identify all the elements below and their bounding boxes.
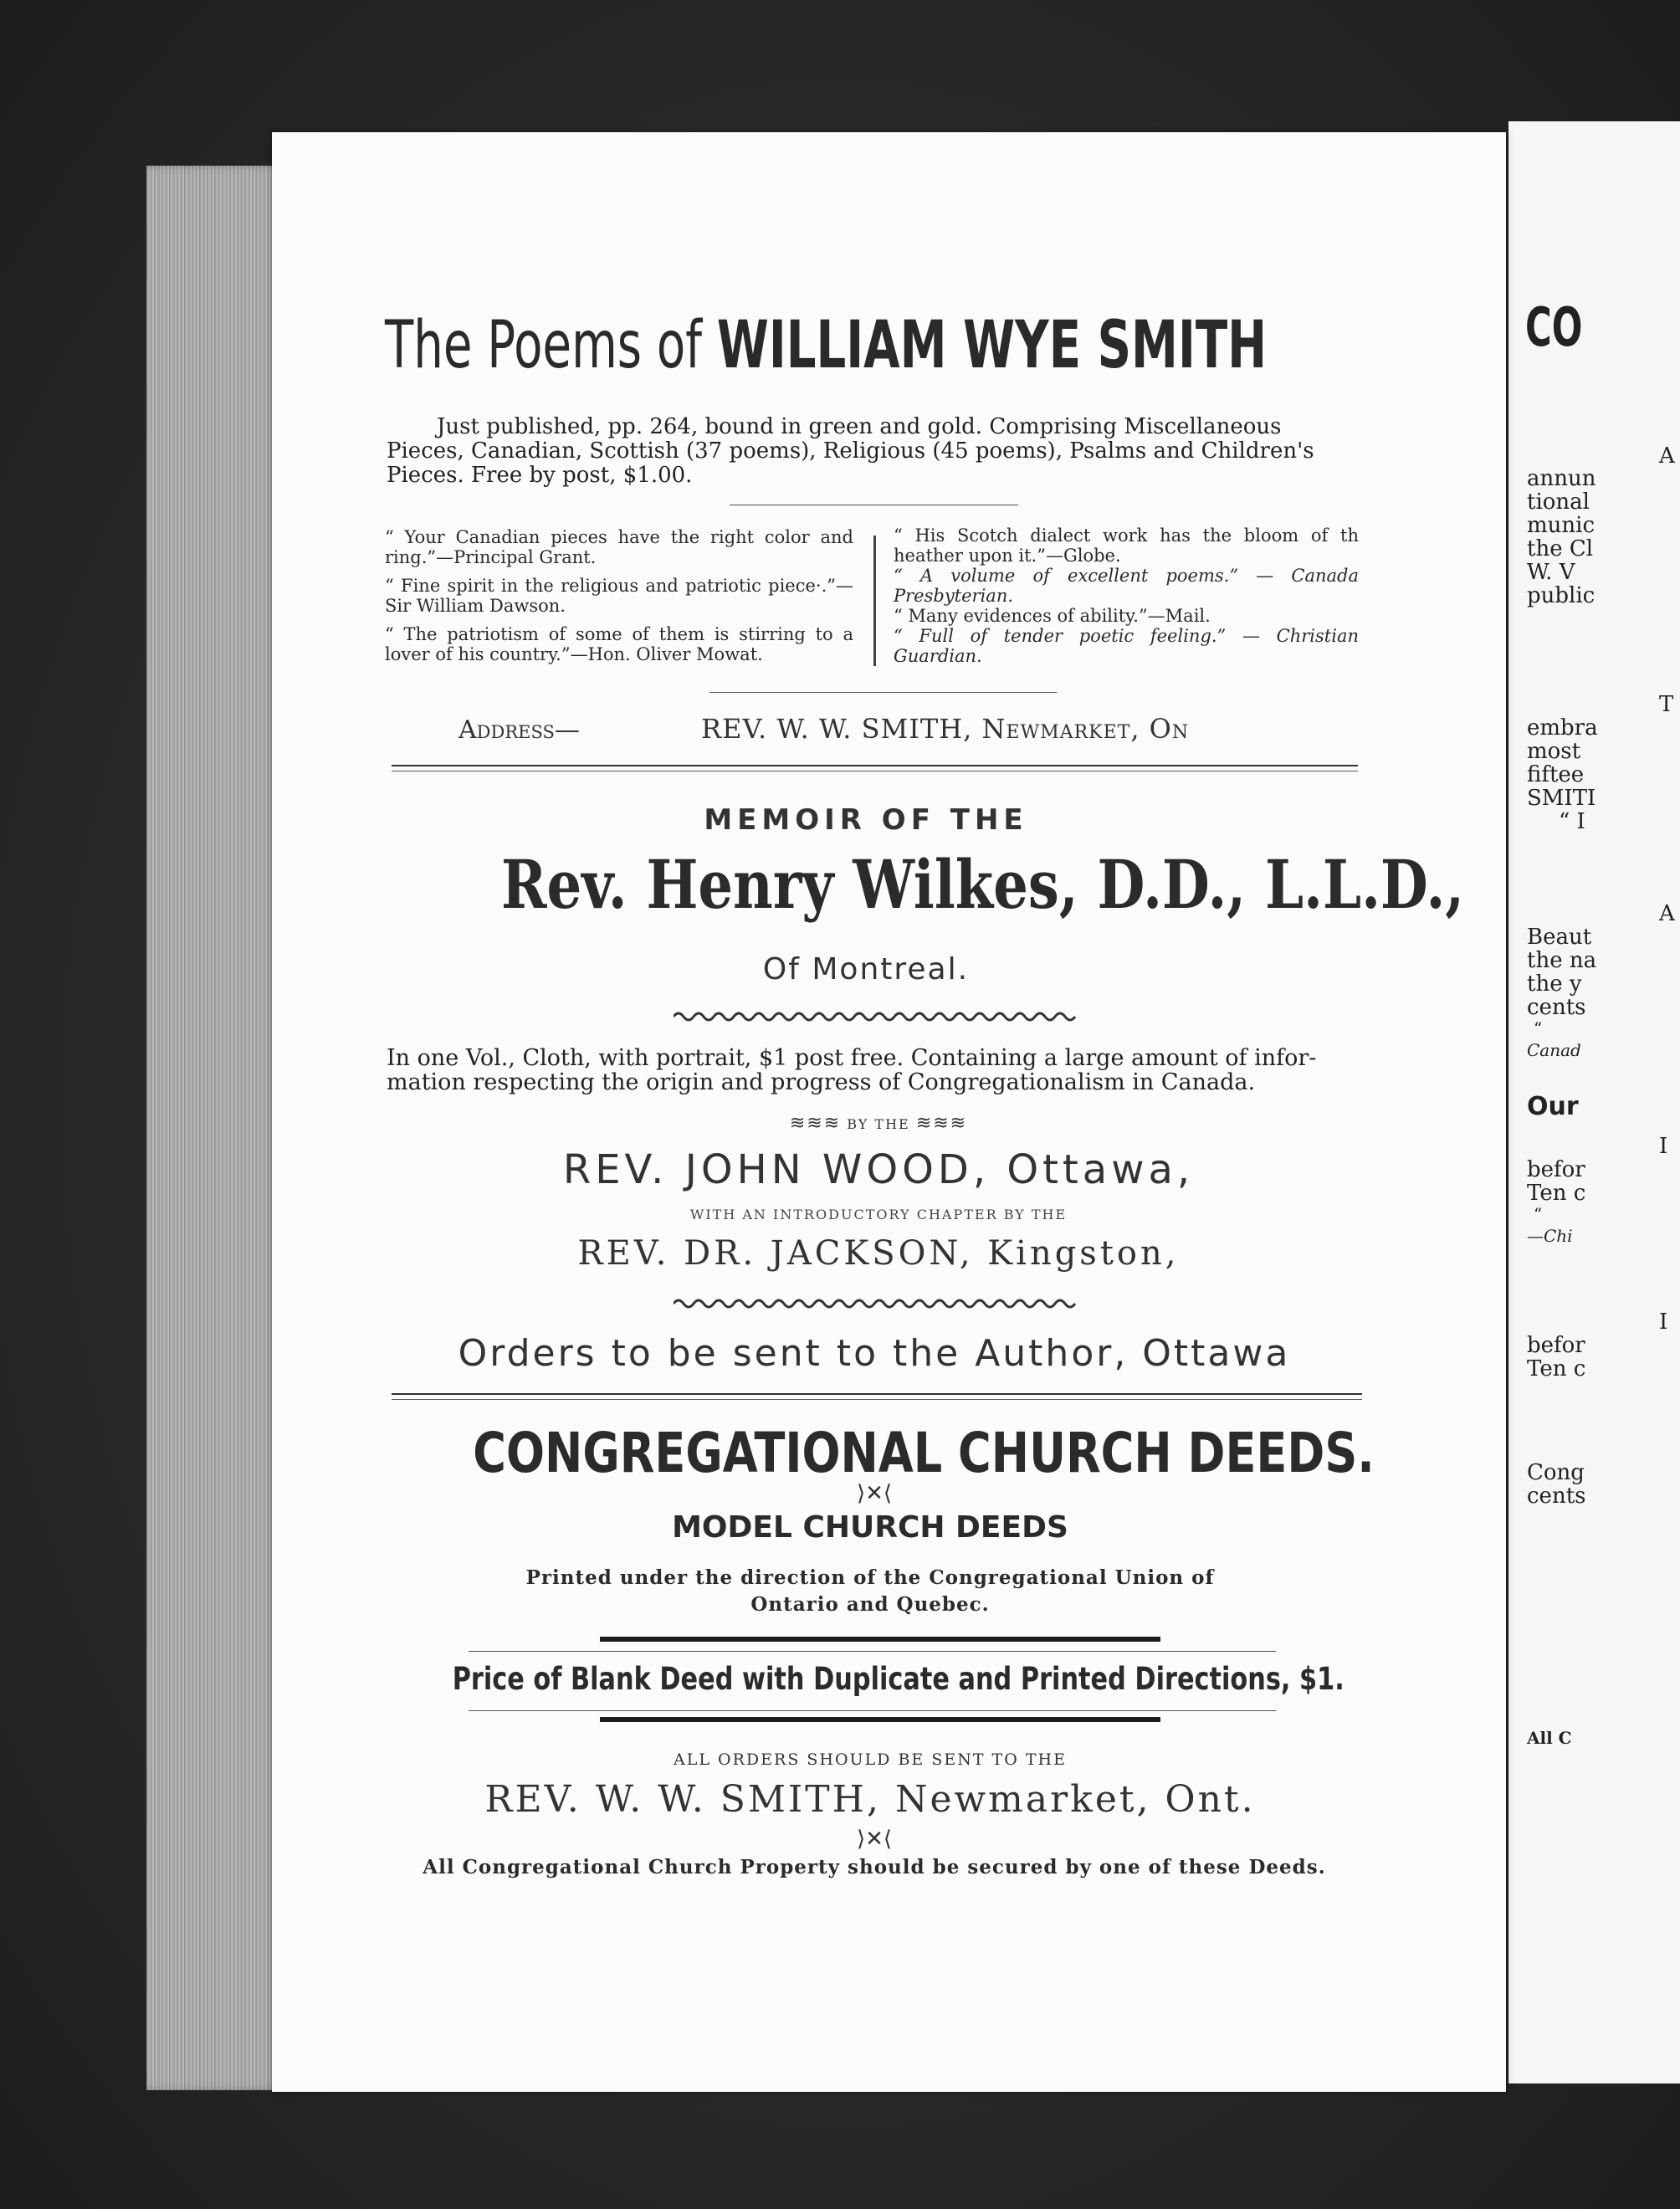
poems-description-line: Pieces. Free by post, $1.00.: [387, 463, 693, 488]
memoir-description: [387, 1046, 1357, 1094]
deeds-orders-to: REV. W. W. SMITH, Newmarket, Ont.: [484, 1778, 1256, 1821]
poems-description: [387, 415, 1355, 488]
deeds-footer: All Congregational Church Property should be secured by one of these Deeds.: [423, 1856, 1326, 1878]
quote: “ Fine spirit in the religious and patriotic piece·.”—Sir William Dawson.: [385, 576, 853, 616]
by-the-label: [753, 1113, 1004, 1134]
deeds-subheading: MODEL CHURCH DEEDS: [672, 1510, 1068, 1545]
divider: [469, 1651, 1276, 1652]
memoir-place: Of Montreal.: [762, 952, 970, 987]
wavy-ornament: [674, 1010, 1079, 1023]
intro-author: REV. DR. JACKSON, Kingston,: [577, 1234, 1180, 1273]
adjacent-line: most: [1527, 739, 1581, 764]
adjacent-line: A: [1659, 443, 1675, 469]
heavy-rule: [600, 1717, 1160, 1722]
adjacent-line: A: [1659, 901, 1675, 926]
memoir-description-line: mation respecting the origin and progress of Congregationalism in Canada.: [387, 1069, 1256, 1095]
adjacent-line: Ten c: [1527, 1181, 1586, 1206]
heavy-rule: [600, 1637, 1160, 1642]
address-label: [458, 715, 580, 745]
column-divider: [873, 536, 876, 666]
adjacent-line: public: [1527, 583, 1595, 608]
divider: [469, 1710, 1276, 1711]
adjacent-line: the y: [1527, 971, 1582, 997]
address-label-text: Address—: [458, 715, 580, 745]
adjacent-line: I: [1659, 1134, 1668, 1159]
adjacent-line: —Chi: [1527, 1226, 1573, 1246]
deeds-printed-note: [452, 1565, 1288, 1618]
adjacent-line: annun: [1527, 466, 1596, 491]
adjacent-line: embra: [1527, 715, 1598, 741]
book-page-edges: [146, 166, 289, 2090]
double-rule: [392, 1393, 1362, 1400]
deeds-price: Price of Blank Deed with Duplicate and Printed Directions, $1.: [452, 1661, 1345, 1697]
adjacent-line: T: [1659, 692, 1674, 717]
adjacent-line: Ten c: [1527, 1356, 1586, 1381]
adjacent-line: Beaut: [1527, 925, 1592, 950]
adjacent-line: cents: [1527, 995, 1586, 1020]
intro-note: WITH AN INTRODUCTORY CHAPTER BY THE: [689, 1207, 1068, 1222]
divider: [709, 692, 1057, 693]
adjacent-line: fiftee: [1527, 762, 1585, 787]
address-value: [701, 713, 1189, 745]
adjacent-line: tional: [1527, 489, 1590, 515]
quote: “ Your Canadian pieces have the right color and ring.”—Principal Grant.: [385, 527, 853, 567]
poems-quotes-right: [894, 525, 1359, 666]
adjacent-line: “: [1534, 1204, 1543, 1224]
quote: “ Full of tender poetic feeling.” — Christian Guardian.: [894, 626, 1359, 666]
memoir-orders: Orders to be sent to the Author, Ottawa: [458, 1332, 1291, 1375]
memoir-name: Rev. Henry Wilkes, D.D., L.L.D.,: [501, 845, 1465, 924]
adjacent-line: Our: [1527, 1092, 1579, 1121]
deeds-printed-line: Printed under the direction of the Congregational Union of: [525, 1566, 1215, 1589]
adjacent-page: [1506, 121, 1680, 2083]
adjacent-line: I: [1659, 1310, 1668, 1335]
adjacent-line: the Cl: [1527, 536, 1594, 561]
adjacent-line: the na: [1527, 948, 1597, 973]
ornament-right-icon: ≋≋≋: [915, 1113, 968, 1134]
poems-description-line: Pieces, Canadian, Scottish (37 poems), Religious (45 poems), Psalms and Children's: [387, 438, 1314, 464]
adjacent-line: W. V: [1527, 560, 1575, 585]
poems-title: [385, 308, 1268, 383]
adjacent-line: cents: [1527, 1484, 1586, 1509]
deeds-heading: CONGREGATIONAL CHURCH DEEDS.: [473, 1421, 1375, 1485]
deeds-printed-line: Ontario and Quebec.: [750, 1593, 990, 1616]
adjacent-line: SMITI: [1527, 786, 1596, 811]
memoir-description-line: In one Vol., Cloth, with portrait, $1 post free. Containing a large amount of infor-: [387, 1045, 1317, 1071]
adjacent-line: All C: [1527, 1728, 1572, 1748]
deeds-orders-note: ALL ORDERS SHOULD BE SENT TO THE: [674, 1750, 1067, 1769]
quote: “ Many evidences of ability.”—Mail.: [894, 606, 1211, 626]
double-rule: [392, 765, 1358, 771]
poems-title-prefix: The Poems of: [385, 308, 717, 383]
poems-title-name: WILLIAM WYE SMITH: [716, 308, 1268, 383]
adjacent-line: Cong: [1527, 1460, 1585, 1485]
wavy-ornament: [674, 1297, 1079, 1310]
ornament-left-icon: ≋≋≋: [789, 1113, 842, 1134]
fleuron-icon: ⟩✕⟨: [856, 1827, 893, 1852]
poems-description-line: Just published, pp. 264, bound in green and gold. Comprising Miscellaneous: [437, 414, 1282, 439]
quote: “ His Scotch dialect work has the bloom of th heather upon it.”—Globe.: [894, 525, 1359, 566]
by-the-text: BY THE: [847, 1116, 910, 1132]
adjacent-line: “: [1534, 1018, 1543, 1038]
adjacent-line: Canad: [1527, 1040, 1581, 1060]
memoir-heading: MEMOIR OF THE: [704, 803, 1028, 837]
quote: “ A volume of excellent poems.” — Canada Presbyterian.: [894, 566, 1359, 606]
adjacent-line: befor: [1527, 1157, 1585, 1182]
memoir-author: REV. JOHN WOOD, Ottawa,: [562, 1146, 1195, 1193]
adjacent-line: munic: [1527, 513, 1595, 538]
address-value-text: REV. W. W. SMITH, Newmarket, On: [701, 713, 1190, 745]
fleuron-icon: ⟩✕⟨: [856, 1481, 893, 1506]
adjacent-page-heading: CO: [1525, 297, 1583, 359]
adjacent-line: befor: [1527, 1333, 1585, 1358]
poems-quotes-left: [385, 527, 853, 664]
quote: “ The patriotism of some of them is stirring to a lover of his country.”—Hon. Oliver Mowat.: [385, 624, 853, 664]
adjacent-line: “ I: [1559, 809, 1585, 834]
